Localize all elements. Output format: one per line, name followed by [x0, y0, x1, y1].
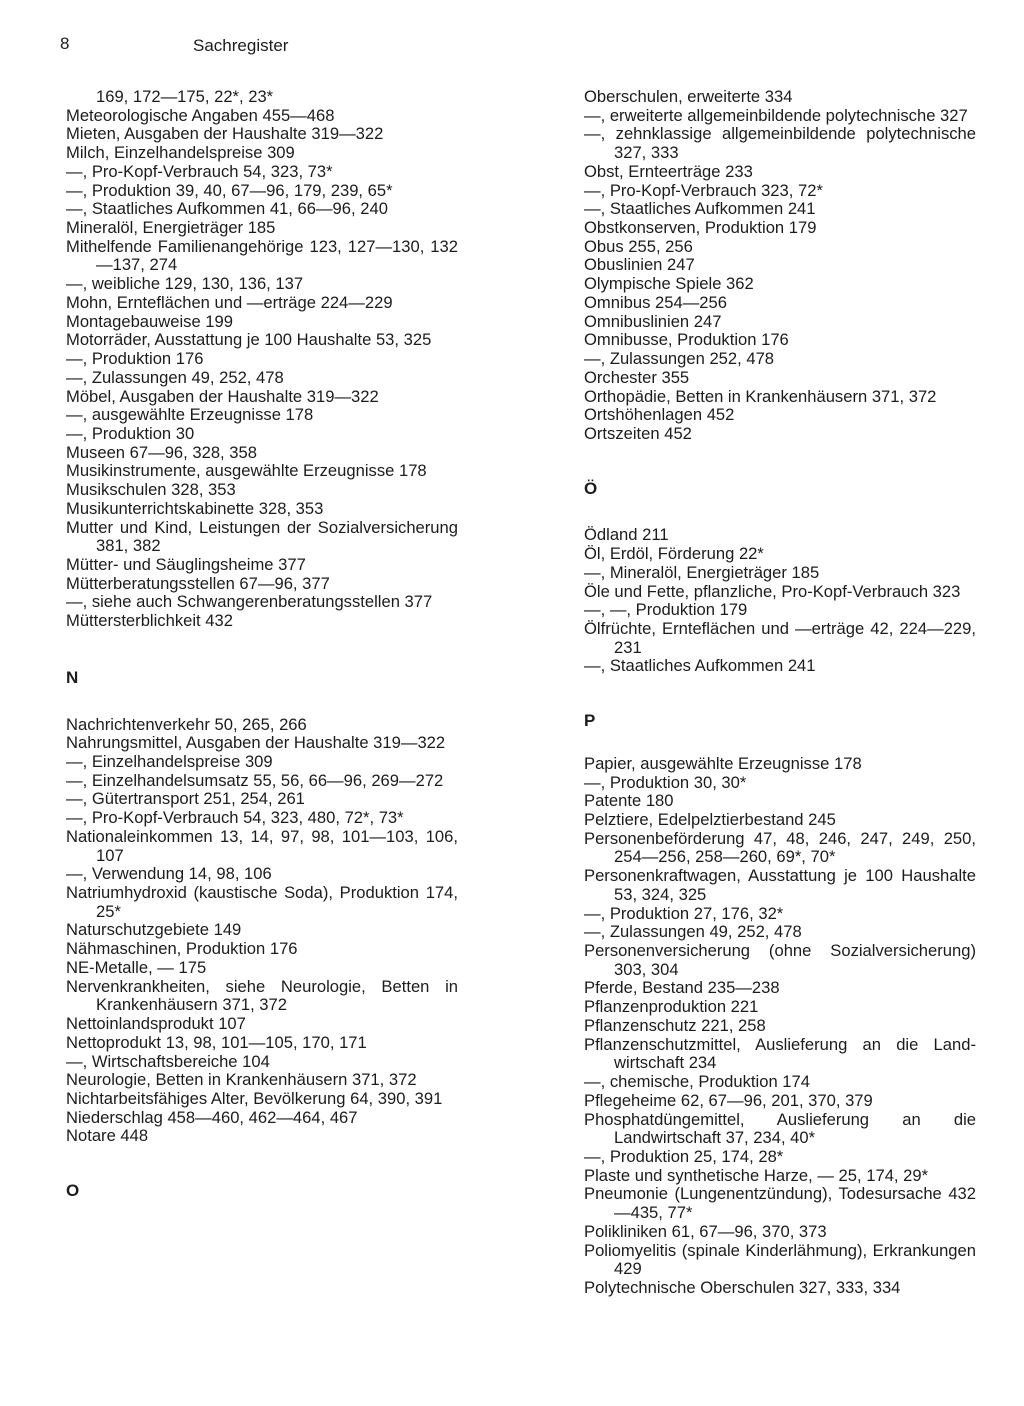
index-entry: Obst, Ernteerträge 233 [584, 161, 753, 181]
index-entry: Museen 67—96, 328, 358 [66, 442, 257, 462]
index-entry: Personenbeförderung 47, 48, 246, 247, 249, 250, 254—256, 258—260, 69*, 70* [584, 828, 976, 867]
index-entry: Niederschlag 458—460, 462—464, 467 [66, 1107, 358, 1127]
index-entry: Nationaleinkommen 13, 14, 97, 98, 101—103, 106, 107 [66, 826, 458, 865]
index-entry: Omnibuslinien 247 [584, 311, 722, 331]
index-entry: —, Zulassungen 49, 252, 478 [584, 922, 802, 942]
index-entry: Personenversicherung (ohne Sozialversicherung) 303, 304 [584, 941, 976, 979]
index-entry: Pflanzenschutzmittel, Auslieferung an die Landwirtschaft 234 [584, 1034, 976, 1073]
index-column-right [584, 88, 976, 1298]
index-entry: —, Pro-Kopf-Verbrauch 54, 323, 73* [66, 161, 333, 181]
index-entry: Montagebauweise 199 [66, 311, 233, 331]
index-entry: Obus 255, 256 [584, 236, 693, 256]
index-entry: —, weibliche 129, 130, 136, 137 [66, 274, 304, 294]
index-entry: Nettoprodukt 13, 98, 101—105, 170, 171 [66, 1032, 367, 1052]
index-entry: Mohn, Ernteflächen und —erträge 224—229 [66, 292, 393, 312]
index-entry: 169, 172—175, 22*, 23* [96, 87, 274, 106]
index-entry: Nettoinlandsprodukt 107 [66, 1014, 246, 1034]
index-entry: Pneumonie (Lungenentzündung), Todesursache 432—435, 77* [584, 1184, 976, 1223]
index-entry: Nichtarbeitsfähiges Alter, Bevölkerung 64, 390, 391 [66, 1088, 443, 1108]
index-entry: —, siehe auch Schwangerenberatungsstellen 377 [66, 592, 433, 612]
index-entry: Möbel, Ausgaben der Haushalte 319—322 [66, 386, 379, 406]
index-entry: Mithelfende Familienangehörige 123, 127—130, 132—137, 274 [66, 236, 458, 275]
running-title: Sachregister [193, 36, 289, 55]
index-entry: Orthopädie, Betten in Krankenhäusern 371, 372 [584, 386, 937, 406]
index-entry: —, Verwendung 14, 98, 106 [66, 864, 272, 884]
index-entry: —, Staatliches Aufkommen 241 [584, 656, 816, 676]
index-entry: Notare 448 [66, 1126, 149, 1146]
index-entry: Oberschulen, erweiterte 334 [584, 87, 793, 106]
index-entry: Olympische Spiele 362 [584, 274, 754, 294]
index-entry: Natriumhydroxid (kaustische Soda), Produktion 174, 25* [66, 883, 458, 921]
index-entry: Naturschutzgebiete 149 [66, 920, 242, 940]
index-entry: Öl, Erdöl, Förderung 22* [584, 544, 764, 564]
index-entry: Motorräder, Ausstattung je 100 Haushalte 53, 325 [66, 330, 432, 350]
index-entry: Pflanzenproduktion 221 [584, 997, 759, 1017]
index-entry: Mieten, Ausgaben der Haushalte 319—322 [66, 124, 384, 144]
index-entry: —, Mineralöl, Energieträger 185 [584, 562, 820, 582]
section-letter: N [66, 667, 79, 687]
index-entry: Nachrichtenverkehr 50, 265, 266 [66, 714, 307, 734]
index-entry: —, zehnklassige allgemeinbildende polytechnische 327, 333 [584, 124, 976, 163]
index-entry: —, Pro-Kopf-Verbrauch 54, 323, 480, 72*, 73* [66, 808, 404, 828]
index-entry: Nähmaschinen, Produktion 176 [66, 939, 298, 959]
index-entry: Omnibus 254—256 [584, 292, 727, 312]
index-entry: Öle und Fette, pflanzliche, Pro-Kopf-Verbrauch 323 [584, 581, 961, 601]
index-entry: —, Staatliches Aufkommen 41, 66—96, 240 [66, 199, 388, 219]
index-entry: Musikinstrumente, ausgewählte Erzeugnisse 178 [66, 461, 427, 481]
index-entry: —, Produktion 30, 30* [584, 772, 747, 792]
index-entry: Ölfrüchte, Ernteflächen und —erträge 42, 224—229, 231 [584, 618, 976, 657]
index-entry: —, erweiterte allgemeinbildende polytechnische 327 [584, 105, 968, 125]
index-entry: Nervenkrankheiten, siehe Neurologie, Betten in Krankenhäusern 371, 372 [66, 976, 458, 1015]
index-entry: Orchester 355 [584, 367, 690, 387]
index-entry: Papier, ausgewählte Erzeugnisse 178 [584, 753, 862, 773]
index-entry: —, Zulassungen 49, 252, 478 [66, 367, 284, 387]
index-entry: Mütter- und Säuglingsheime 377 [66, 554, 306, 574]
index-entry: —, Produktion 25, 174, 28* [584, 1146, 784, 1166]
index-entry: Poliomyelitis (spinale Kinderlähmung), Erkrankungen 429 [584, 1240, 976, 1279]
index-entry: Personenkraftwagen, Ausstattung je 100 Haushalte 53, 324, 325 [584, 866, 976, 904]
index-entry: Ortshöhenlagen 452 [584, 405, 735, 425]
index-entry: Pelztiere, Edelpelztierbestand 245 [584, 810, 836, 829]
index-entry: Obuslinien 247 [584, 255, 695, 275]
index-entry: Patente 180 [584, 791, 674, 811]
index-entry: Phosphatdüngemittel, Auslieferung an die Landwirtschaft 37, 234, 40* [584, 1109, 976, 1148]
index-entry: Milch, Einzelhandelspreise 309 [66, 143, 295, 163]
index-entry: Nahrungsmittel, Ausgaben der Haushalte 319—322 [66, 733, 446, 753]
index-entry: —, Zulassungen 252, 478 [584, 349, 775, 369]
index-entry: —, Wirtschaftsbereiche 104 [66, 1051, 270, 1071]
index-entry: NE-Metalle, — 175 [66, 957, 207, 977]
index-entry: Pflegeheime 62, 67—96, 201, 370, 379 [584, 1090, 873, 1110]
index-entry: Plaste und synthetische Harze, — 25, 174, 29* [584, 1165, 929, 1185]
page-number: 8 [60, 34, 70, 53]
section-letter: O [66, 1181, 80, 1201]
section-letter: P [584, 711, 596, 731]
index-entry: —, ausgewählte Erzeugnisse 178 [66, 405, 314, 425]
index-entry: —, Produktion 30 [66, 423, 195, 443]
index-entry: —, Produktion 27, 176, 32* [584, 903, 784, 923]
index-entry: Musikunterrichtskabinette 328, 353 [66, 498, 324, 518]
index-entry: Ortszeiten 452 [584, 423, 692, 443]
index-entry: Müttersterblichkeit 432 [66, 611, 233, 631]
index-entry: —, Produktion 176 [66, 349, 204, 369]
index-entry: Mutter und Kind, Leistungen der Sozialversicherung 381, 382 [66, 517, 458, 556]
index-column-left [66, 88, 458, 1201]
index-entry: Neurologie, Betten in Krankenhäusern 371, 372 [66, 1070, 417, 1090]
index-entry: —, —, Produktion 179 [584, 600, 748, 620]
index-entry: Polytechnische Oberschulen 327, 333, 334 [584, 1277, 901, 1297]
index-entry: —, Produktion 39, 40, 67—96, 179, 239, 65* [66, 180, 393, 200]
index-entry: Meteorologische Angaben 455—468 [66, 105, 335, 125]
index-entry: —, Gütertransport 251, 254, 261 [66, 789, 305, 809]
index-entry: —, Staatliches Aufkommen 241 [584, 199, 816, 219]
index-entry: —, Einzelhandelspreise 309 [66, 752, 273, 771]
index-entry: Ödland 211 [584, 525, 669, 545]
index-entry: Obstkonserven, Produktion 179 [584, 218, 817, 238]
index-entry: Pflanzenschutz 221, 258 [584, 1015, 766, 1035]
index-entry: —, chemische, Produktion 174 [584, 1072, 810, 1092]
index-entry: Pferde, Bestand 235—238 [584, 978, 780, 998]
index-entry: Polikliniken 61, 67—96, 370, 373 [584, 1221, 827, 1241]
index-entry: Musikschulen 328, 353 [66, 480, 236, 500]
section-letter: Ö [584, 478, 598, 498]
index-entry: Mütterberatungsstellen 67—96, 377 [66, 573, 330, 593]
index-entry: —, Pro-Kopf-Verbrauch 323, 72* [584, 180, 823, 200]
index-entry: —, Einzelhandelsumsatz 55, 56, 66—96, 269—272 [66, 770, 444, 790]
index-entry: Omnibusse, Produktion 176 [584, 330, 789, 350]
index-entry: Mineralöl, Energieträger 185 [66, 218, 276, 238]
